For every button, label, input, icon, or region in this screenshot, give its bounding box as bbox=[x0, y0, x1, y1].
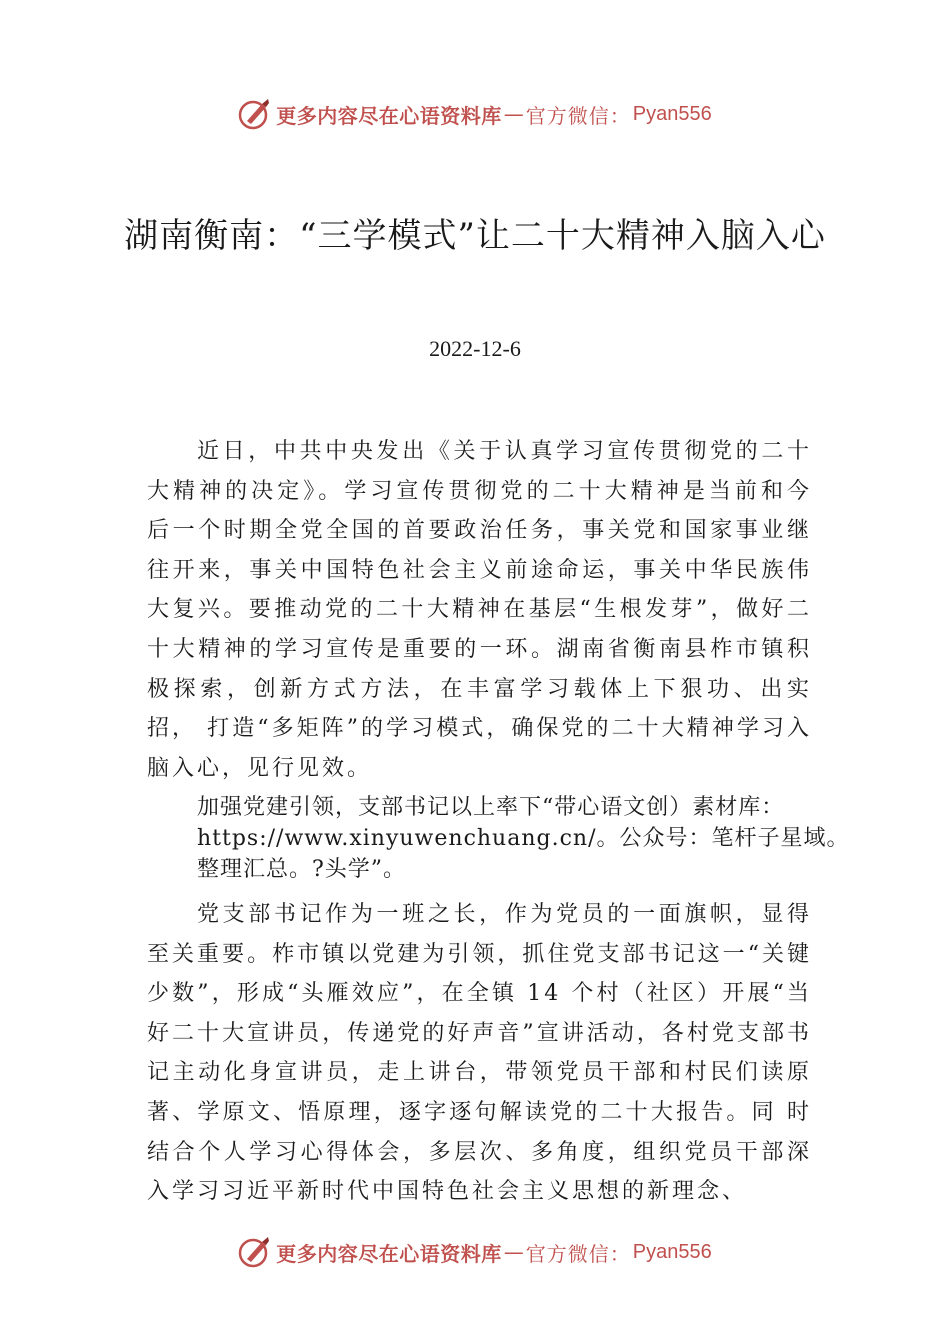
note-line: 加强党建引领，支部书记以上率下“带心语文创）素材库： bbox=[197, 795, 785, 820]
article-date: 2022-12-6 bbox=[429, 336, 521, 361]
banner-label: 官方微信： bbox=[525, 103, 631, 128]
banner-label: 官方微信： bbox=[525, 1241, 631, 1266]
note-line: 整理汇总。?头学”。 bbox=[197, 857, 407, 882]
note-line: https://www.xinyuwenchuang.cn/。公众号：笔杆子星域。 bbox=[197, 826, 850, 851]
banner-separator: — bbox=[503, 1240, 524, 1264]
watermark-banner-bottom bbox=[0, 1232, 950, 1272]
banner-brand: 更多内容尽在心语资料库 bbox=[276, 1241, 502, 1266]
inserted-note bbox=[197, 792, 867, 885]
banner-brand: 更多内容尽在心语资料库 bbox=[276, 103, 502, 128]
brush-logo-icon bbox=[238, 97, 272, 131]
banner-account: Pyan556 bbox=[632, 102, 712, 125]
banner-separator: — bbox=[503, 102, 524, 126]
banner-account: Pyan556 bbox=[632, 1240, 712, 1263]
body-paragraph: 近日，中共中央发出《关于认真学习宣传贯彻党的二十大精神的决定》。学习宣传贯彻党的二十大精神是当前和今 后一个时期全党全国的首要政治任务，事关党和国家事业继往开来，事关中国特色社会主义前途命运，事关中华民族伟大复兴。要推动党的二十大精神在基层“生根发芽”，做好二十大精神的学习宣传是重要的一环。湖南省衡南县柞市镇积极探索，创新方式方法，在丰富学习载体上下狠功、出实招， 打造“多矩阵”的学习模式，确保党的二十大精神学习入脑入心，见行见效。 bbox=[147, 439, 812, 781]
article-title: 湖南衡南：“三学模式”让二十大精神入脑入心 bbox=[124, 216, 826, 256]
brush-logo-icon bbox=[238, 1235, 272, 1269]
watermark-banner-top bbox=[0, 94, 950, 134]
body-paragraph: 党支部书记作为一班之长，作为党员的一面旗帜，显得至关重要。柞市镇以党建为引领，抓住党支部书记这一“关键少数”，形成“头雁效应”，在全镇 14 个村（社区）开展“当好二十大宣讲员，传递党的好声音”宣讲活动，各村党支部书记主动化身宣讲员，走上讲台，带领党员干部和村民们读原著、学原文、悟原理，逐字逐句解读党的二十大报告。同 时结合个人学习心得体会，多层次、多角度，组织党员干部深入学习习近平新时代中国特色社会主义思想的新理念、 bbox=[147, 902, 812, 1205]
